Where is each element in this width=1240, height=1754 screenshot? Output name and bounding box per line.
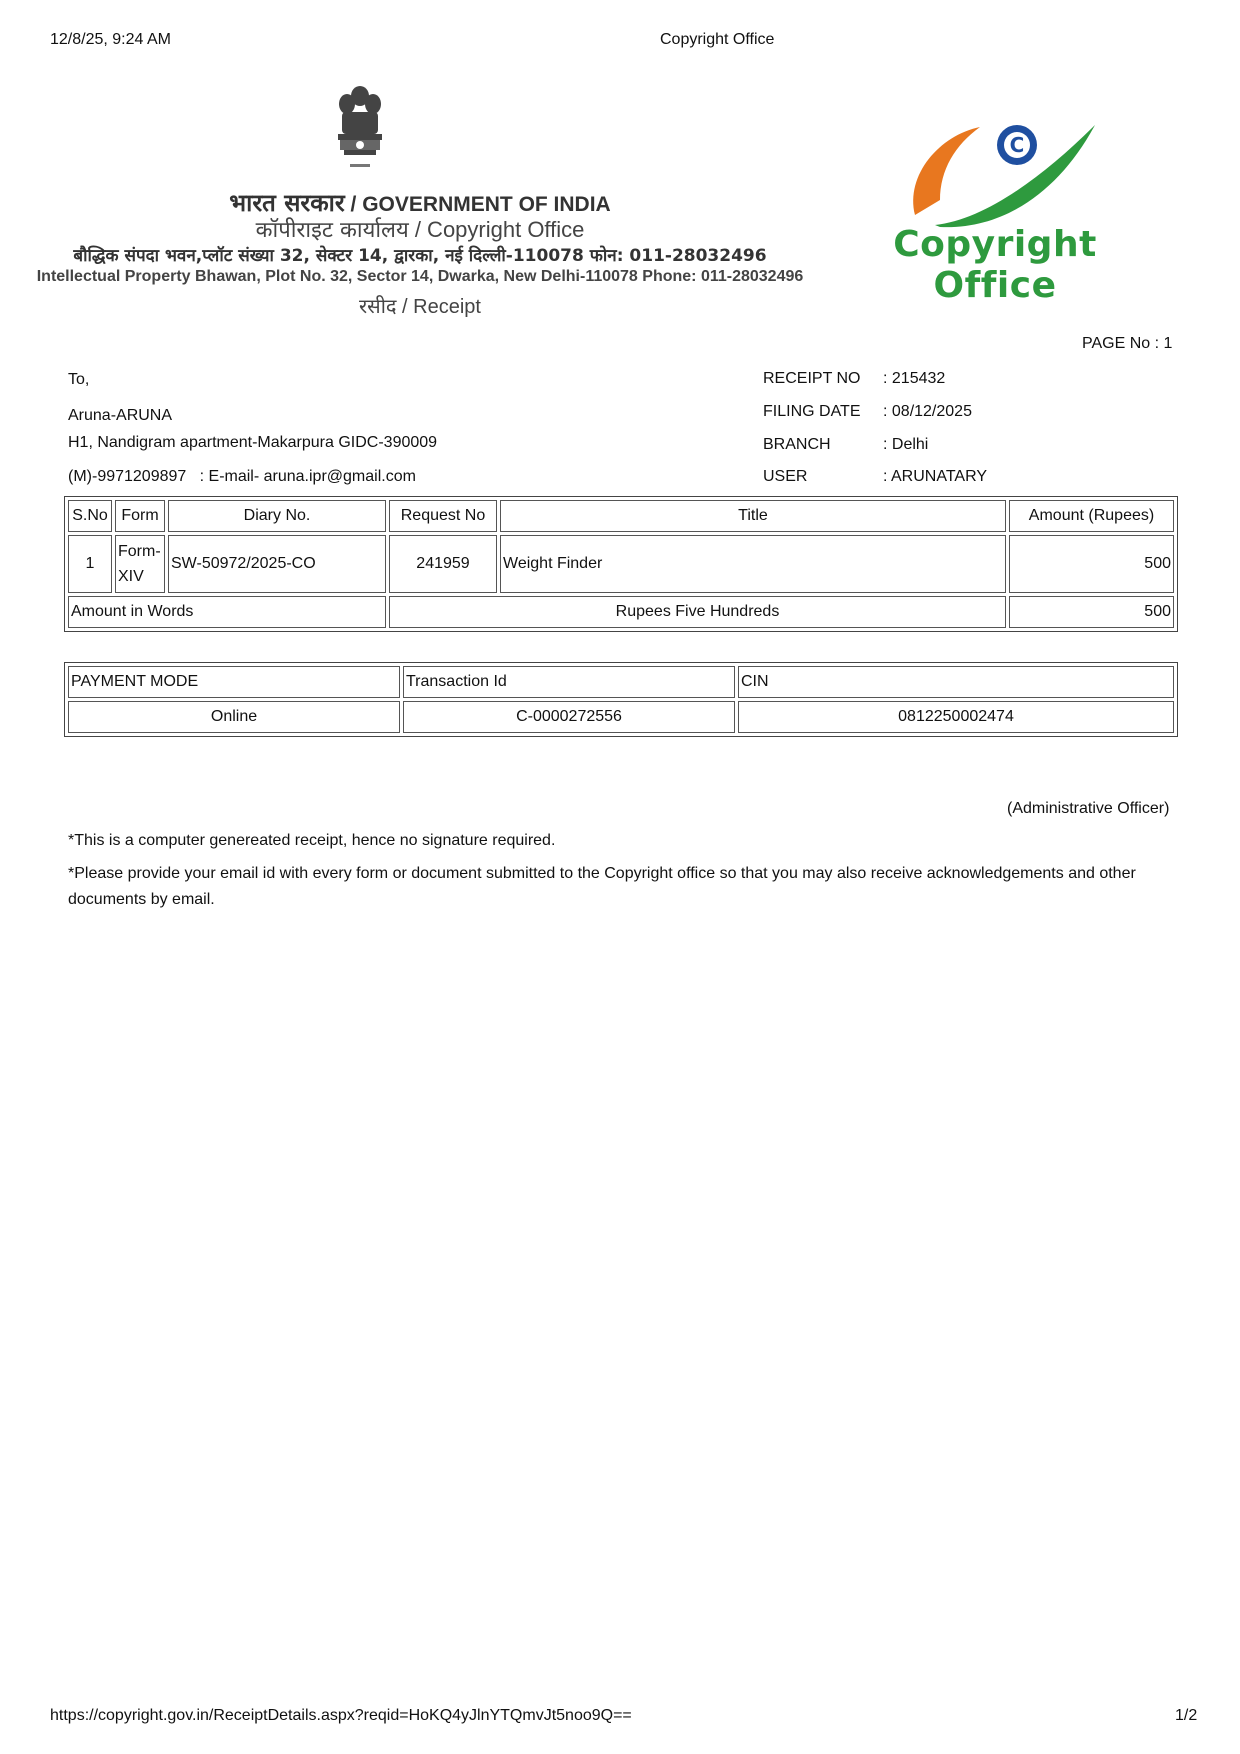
- receipt-heading: [0, 292, 840, 319]
- header-payment-mode: PAYMENT MODE: [68, 666, 400, 698]
- office-line: [0, 214, 840, 244]
- amount-words-value: Rupees Five Hundreds: [389, 596, 1006, 628]
- header-amount: Amount (Rupees): [1009, 500, 1174, 532]
- receipt-no-label: RECEIPT NO: [763, 370, 861, 387]
- header-cin: CIN: [738, 666, 1174, 698]
- header-transaction-id: Transaction Id: [403, 666, 735, 698]
- branch-value: : Delhi: [883, 436, 929, 453]
- cell-amount: 500: [1009, 535, 1174, 593]
- payment-mode-value: Online: [68, 701, 400, 733]
- government-english: / GOVERNMENT OF INDIA: [344, 193, 611, 216]
- signatory: (Administrative Officer): [1007, 800, 1170, 817]
- cell-sno: 1: [68, 535, 112, 593]
- national-emblem-icon: [330, 82, 390, 178]
- user-value: : ARUNATARY: [883, 468, 988, 485]
- amount-words-row: [68, 596, 1174, 628]
- amount-words-label: Amount in Words: [68, 596, 386, 628]
- government-hindi: भारत सरकार: [229, 189, 345, 217]
- cell-form: [115, 535, 165, 593]
- payment-header-row: [68, 666, 1174, 698]
- transaction-id-value: C-0000272556: [403, 701, 735, 733]
- filing-date-label: FILING DATE: [763, 403, 861, 420]
- recipient-name: Aruna-ARUNA: [68, 407, 173, 424]
- office-hindi: कॉपीराइट कार्यालय: [255, 218, 409, 243]
- user-label: USER: [763, 468, 808, 485]
- recipient-address: H1, Nandigram apartment-Makarpura GIDC-390009: [68, 434, 438, 451]
- print-datetime: 12/8/25, 9:24 AM: [50, 31, 171, 48]
- receipt-no-value: : 215432: [883, 370, 946, 387]
- table-header-row: [68, 500, 1174, 532]
- print-page-count: 1/2: [1175, 1707, 1198, 1724]
- amount-total: 500: [1009, 596, 1174, 628]
- branch-label: BRANCH: [763, 436, 831, 453]
- print-url: https://copyright.gov.in/ReceiptDetails.aspx?reqid=HoKQ4yJlnYTQmvJt5noo9Q==: [50, 1707, 632, 1724]
- cell-form-line1: Form-: [118, 543, 161, 560]
- payment-value-row: [68, 701, 1174, 733]
- header-title: Title: [500, 500, 1006, 532]
- page-number: PAGE No : 1: [1082, 335, 1173, 352]
- payment-table: [64, 662, 1178, 737]
- cin-value: 0812250002474: [738, 701, 1174, 733]
- header-form: Form: [115, 500, 165, 532]
- filing-date-value: : 08/12/2025: [883, 403, 972, 420]
- cell-diary-no: SW-50972/2025-CO: [168, 535, 386, 593]
- header-diary-no: Diary No.: [168, 500, 386, 532]
- header-request-no: Request No: [389, 500, 497, 532]
- receipt-hindi: रसीद: [359, 294, 397, 318]
- cell-title: Weight Finder: [500, 535, 1006, 593]
- recipient-to: To,: [68, 371, 90, 388]
- office-english: / Copyright Office: [408, 217, 585, 242]
- cell-request-no: 241959: [389, 535, 497, 593]
- print-page-title: Copyright Office: [660, 31, 775, 48]
- address-english: Intellectual Property Bhawan, Plot No. 32, Sector 14, Dwarka, New Delhi-110078 Phone: 011-28032496: [36, 268, 804, 285]
- note-email: *Please provide your email id with every form or document submitted to the Copyright office so that you may also receive acknowledgements and other documents by email.: [68, 865, 1136, 908]
- recipient-contact: (M)-9971209897 : E-mail- aruna.ipr@gmail.com: [68, 468, 416, 485]
- receipt-english: / Receipt: [396, 296, 481, 318]
- header-sno: S.No: [68, 500, 112, 532]
- svg-text:C: C: [1009, 133, 1025, 157]
- note-computer-generated: *This is a computer genereated receipt, hence no signature required.: [68, 832, 556, 849]
- table-row: [68, 535, 1174, 593]
- address-hindi: बौद्धिक संपदा भवन,प्लॉट संख्या 32, सेक्टर 14, द्वारका, नई दिल्ली-110078 फोन: 011-28032496: [73, 246, 767, 266]
- fee-table: [64, 496, 1178, 632]
- cell-form-line2: XIV: [118, 568, 144, 585]
- logo-wordmark: Copyright Office: [893, 224, 1097, 306]
